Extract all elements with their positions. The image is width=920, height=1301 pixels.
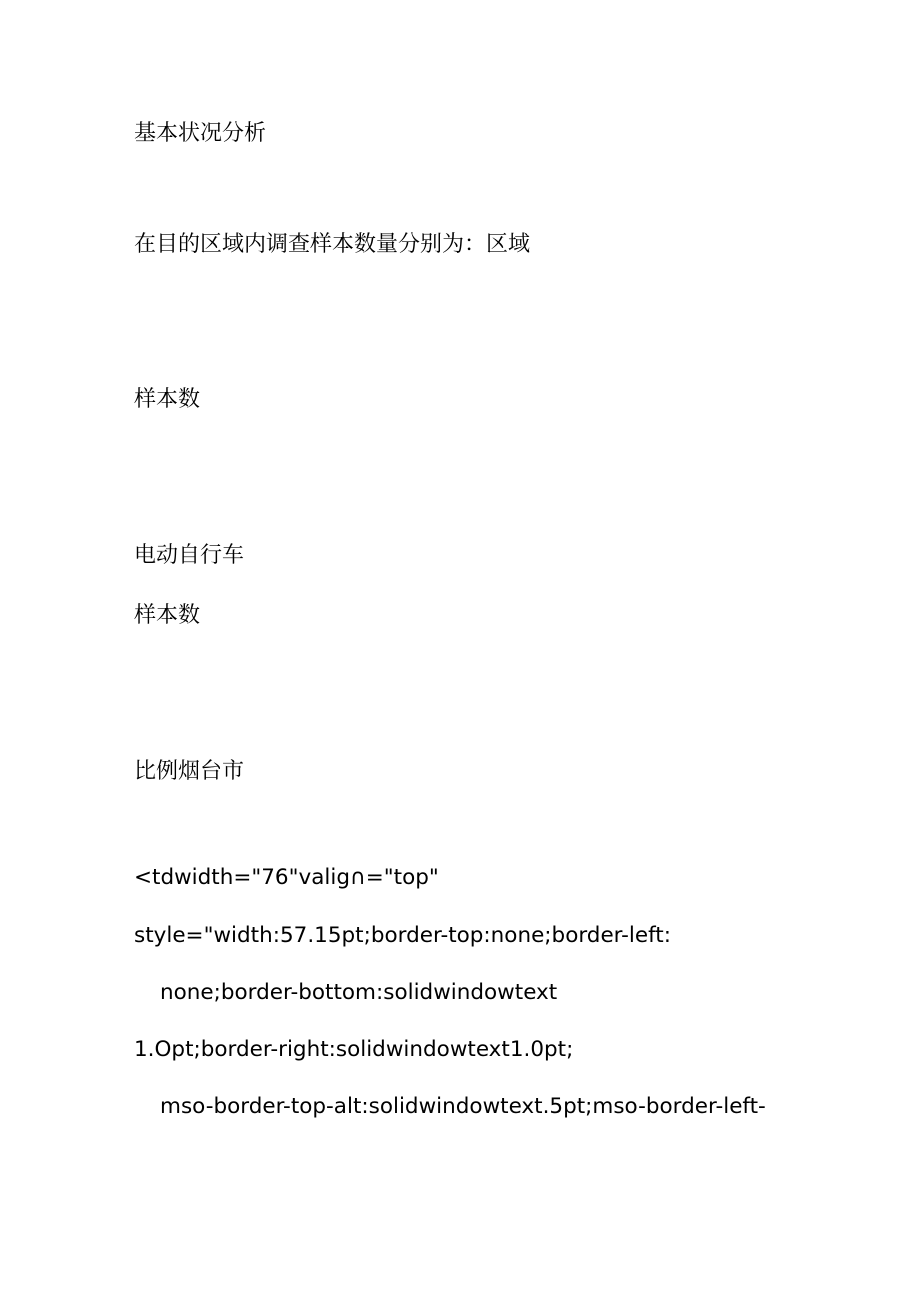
html-code-line: mso-border-top-alt:solidwindowtext.5pt;mso-border-left-	[160, 1094, 766, 1119]
sample-count-label-2: 样本数	[134, 603, 201, 628]
ebike-label: 电动自行车	[134, 543, 245, 568]
html-code-line: none;border-bottom:solidwindowtext	[160, 980, 558, 1005]
sample-count-label: 样本数	[134, 387, 201, 412]
intro-paragraph: 在目的区域内调查样本数量分别为：区域	[134, 232, 531, 257]
ratio-city-label: 比例烟台市	[134, 759, 245, 784]
html-code-line: style="width:57.15pt;border-top:none;border-left:	[134, 923, 671, 948]
section-heading: 基本状况分析	[134, 121, 267, 146]
html-code-line: 1.Opt;border-right:solidwindowtext1.0pt;	[134, 1037, 574, 1062]
html-code-line: <tdwidth="76"valig∩="top"	[134, 865, 439, 890]
